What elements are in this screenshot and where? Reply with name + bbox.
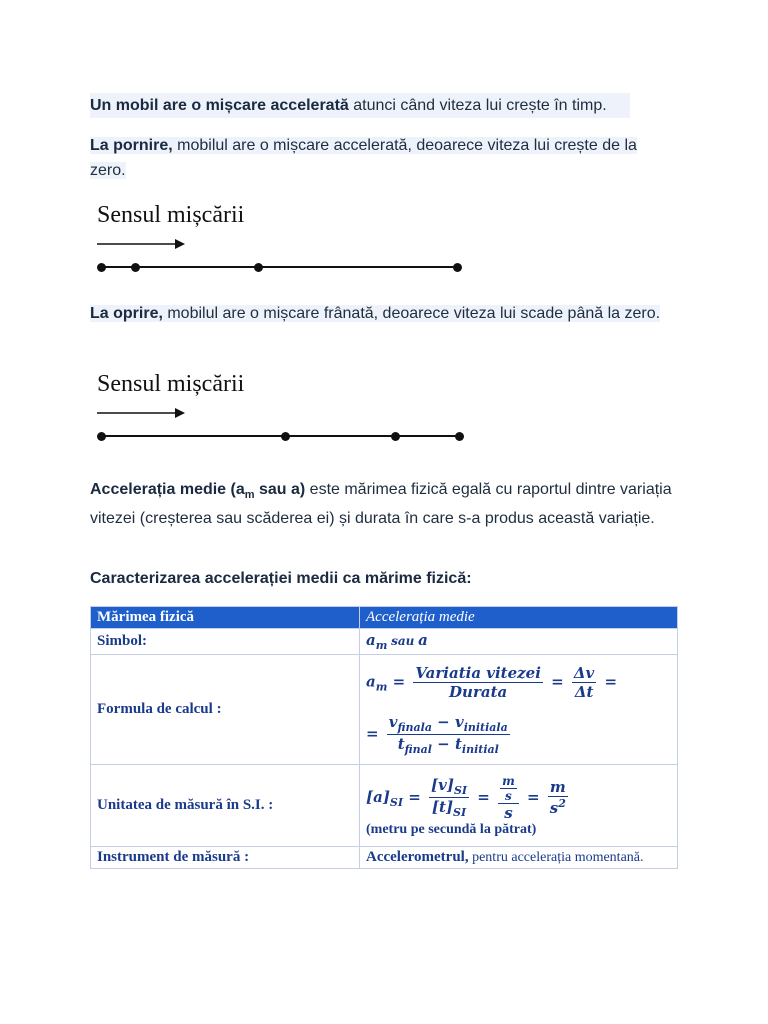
position-dot [453,263,462,272]
header-cell: Accelerația medie [360,607,678,629]
position-dot [391,432,400,441]
direction-arrow-icon [97,407,187,419]
text: atunci când viteza lui crește în timp. [348,97,607,114]
bold-text: Accelerația medie ($a_m$ sau a) [90,481,306,502]
row-label: Simbol: [91,629,360,655]
table-header-row [91,607,678,629]
position-dot [97,263,106,272]
trajectory-line [101,435,459,437]
paragraph-start [90,133,670,183]
heading-text: Caracterizarea accelerației medii ca mărime fizică: [90,570,472,587]
header-cell: Mărimea fizică [91,607,360,629]
row-label: Unitatea de măsură în S.I. : [91,765,360,847]
row-label: Formula de calcul : [91,655,360,765]
trajectory-line [101,266,459,268]
paragraph-accelerated-motion [90,93,630,118]
text: este mărimea fizică egală cu raportul dintre variația vitezei (creșterea sau scăderea ei) și durata în care s-a produs această variație. [90,481,672,528]
table-row-instrument [91,847,678,869]
properties-table [90,606,678,869]
paragraph-definition [90,478,675,531]
table-row-unit [91,765,678,847]
diagram-title: Sensul mișcării [97,202,245,228]
bold-text: La oprire, [90,305,163,322]
table-row-formula [91,655,678,765]
unit-value: $[a]_{SI}$ = $\frac{[v]_{SI}}{[t]_{SI}}$ = $\frac{\frac{m}{s}}{s}$ = $\frac{m}{s^2}$ (metru pe secundă la pătrat) [360,765,678,847]
text: mobilul are o mișcare frânată, deoarece viteza lui scade până la zero. [162,305,661,322]
row-label: Instrument de măsură : [91,847,360,869]
position-dot [254,263,263,272]
formula-value: $a_m$ = $\frac{\text{Variatia vitezei}}{\text{Durata}}$ = $\frac{\Delta v}{\Delta t}$ = = $\frac{v_{finala} - v_{initiala}}{t_{final} - t_{initial}}$ [360,655,678,765]
bold-text: Un mobil are o mișcare accelerată [90,97,349,114]
motion-diagram-decelerated [95,371,475,451]
diagram-title: Sensul mișcării [97,371,245,397]
symbol-value: $a_m$ sau a [360,629,678,655]
position-dot [131,263,140,272]
position-dot [455,432,464,441]
position-dot [97,432,106,441]
table-row-symbol [91,629,678,655]
direction-arrow-icon [97,238,187,250]
section-heading [90,566,690,591]
motion-diagram-accelerated [95,202,475,282]
instrument-value: Accelerometrul, pentru accelerația momentană. [360,847,678,869]
text: mobilul are o mișcare accelerată, deoarece viteza lui crește de la zero. [90,137,637,179]
position-dot [281,432,290,441]
bold-text: La pornire, [90,137,173,154]
unit-note: (metru pe secundă la pătrat) [366,821,537,837]
paragraph-stop [90,301,670,326]
